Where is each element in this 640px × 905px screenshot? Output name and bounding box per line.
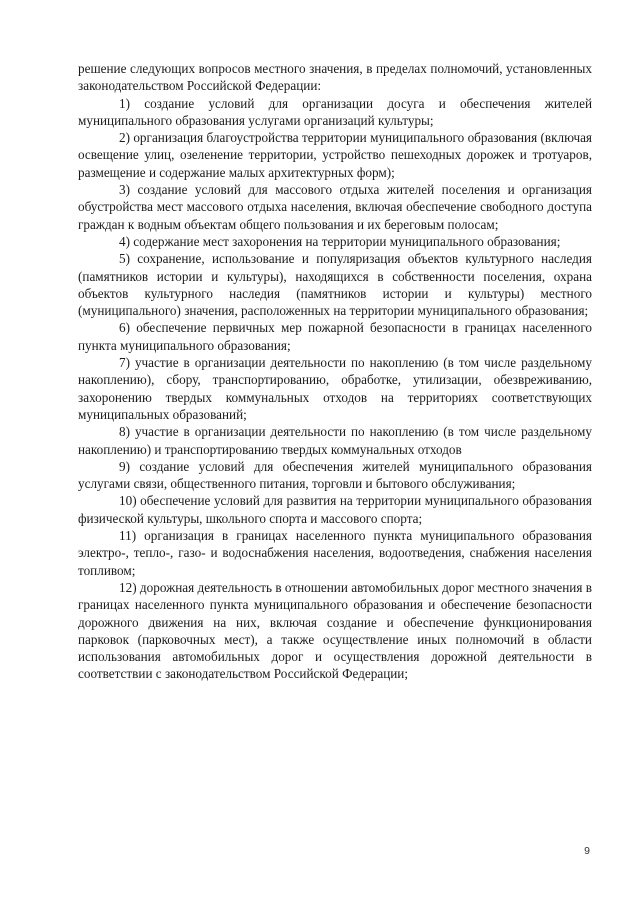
- list-item-5: 5) сохранение, использование и популяризация объектов культурного наследия (памятников истории и культуры), находящихся в собственности поселения, охрана объектов культурного наследия (памятников истории и культуры) местного (муниципального) значения, расположенных на территории муниципального образования;: [78, 251, 592, 319]
- list-item-8: 8) участие в организации деятельности по накоплению (в том числе раздельному накоплению) и транспортированию твердых коммунальных отходов: [78, 424, 592, 457]
- page-number: 9: [584, 845, 590, 857]
- list-item-11: 11) организация в границах населенного пункта муниципального образования электро-, тепло-, газо- и водоснабжения населения, водоотведения, снабжения населения топливом;: [78, 528, 592, 578]
- list-item-2: 2) организация благоустройства территории муниципального образования (включая освещение улиц, озеленение территории, устройство пешеходных дорожек и тротуаров, размещение и содержание малых архитектурных форм);: [78, 130, 592, 180]
- list-item-7: 7) участие в организации деятельности по накоплению (в том числе раздельному накоплению), сбору, транспортированию, обработке, утилизации, обезвреживанию, захоронению твердых коммунальных отходов на территориях соответствующих муниципальных образований;: [78, 355, 592, 422]
- intro-paragraph: решение следующих вопросов местного значения, в пределах полномочий, установленных законодательством Российской Федерации:: [78, 61, 592, 94]
- list-item-6: 6) обеспечение первичных мер пожарной безопасности в границах населенного пункта муниципального образования;: [78, 320, 592, 353]
- list-item-3: 3) создание условий для массового отдыха жителей поселения и организация обустройства мест массового отдыха населения, включая обеспечение свободного доступа граждан к водным объектам общего пользования и их береговым полосам;: [78, 182, 592, 232]
- list-item-10: 10) обеспечение условий для развития на территории муниципального образования физической культуры, школьного спорта и массового спорта;: [78, 493, 592, 526]
- list-item-12: 12) дорожная деятельность в отношении автомобильных дорог местного значения в границах населенного пункта муниципального образования и обеспечение безопасности дорожного движения на них, включая создание и обеспечение функционирования парковок (парковочных мест), а также осуществление иных полномочий в области использования автомобильных дорог и осуществления дорожной деятельности в соответствии с законодательством Российской Федерации;: [78, 579, 592, 682]
- page-body: [78, 60, 592, 683]
- list-item-1: 1) создание условий для организации досуга и обеспечения жителей муниципального образования услугами организаций культуры;: [78, 95, 592, 128]
- list-item-4: 4) содержание мест захоронения на территории муниципального образования;: [119, 233, 561, 249]
- list-item-9: 9) создание условий для обеспечения жителей муниципального образования услугами связи, общественного питания, торговли и бытового обслуживания;: [78, 458, 592, 492]
